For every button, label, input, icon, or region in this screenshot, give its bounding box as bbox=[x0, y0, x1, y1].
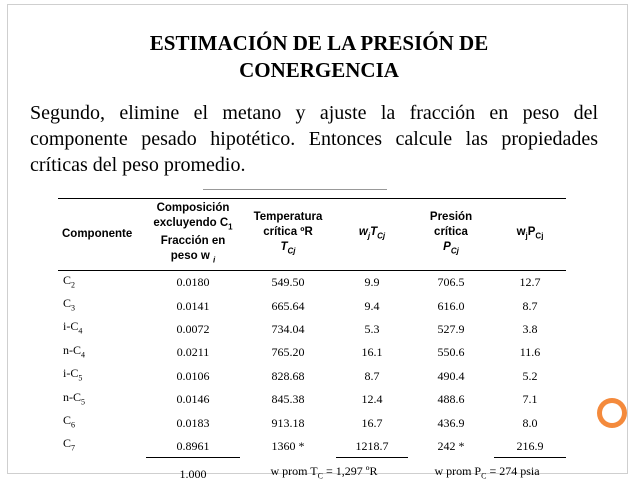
header-wjtcj: $w_jT_{Cj}$ bbox=[358, 226, 386, 241]
title-line-2: CONERGENCIA bbox=[239, 58, 399, 82]
table-header-row bbox=[58, 199, 566, 271]
cell-component: $i-C_5$ bbox=[63, 366, 83, 383]
cell-wpc: 8.7 bbox=[522, 298, 538, 313]
table-row bbox=[58, 364, 566, 387]
footer-empty bbox=[58, 458, 146, 486]
cell-tc: 765.20 bbox=[271, 345, 305, 360]
cell-wpc: 11.6 bbox=[519, 345, 541, 360]
cell-tc: 845.38 bbox=[271, 392, 305, 407]
cell-pc: 616.0 bbox=[437, 298, 465, 313]
cell-pc: 242 * bbox=[437, 439, 465, 454]
cell-pc: 706.5 bbox=[437, 275, 465, 290]
cell-component: $C_7$ bbox=[63, 436, 76, 453]
cell-tc: 734.04 bbox=[271, 322, 305, 337]
decorative-circle-icon bbox=[597, 398, 627, 428]
cell-wtc: 1218.7 bbox=[336, 434, 408, 457]
table-footer-row bbox=[58, 458, 566, 486]
cell-pc: 527.9 bbox=[437, 322, 465, 337]
body-paragraph bbox=[30, 100, 598, 178]
cell-wtc: 9.4 bbox=[364, 298, 380, 313]
title-line-1: ESTIMACIÓN DE LA PRESIÓN DE bbox=[149, 31, 489, 55]
table-row bbox=[58, 341, 566, 364]
body-line-3: propiedades críticas del peso promedio. bbox=[30, 128, 598, 176]
cell-component: $C_3$ bbox=[63, 295, 76, 313]
cell-pc: 490.4 bbox=[437, 368, 465, 383]
table-row bbox=[58, 270, 566, 294]
cell-wpc: 216.9 bbox=[494, 434, 566, 457]
cell-tc: 828.68 bbox=[271, 368, 305, 383]
table-row bbox=[58, 434, 566, 457]
cell-tc: 913.18 bbox=[271, 415, 305, 430]
cell-component: $C_2$ bbox=[63, 272, 76, 289]
cell-w: 0.0211 bbox=[176, 345, 210, 360]
cell-wpc: 7.1 bbox=[522, 392, 538, 407]
cell-component: $i-C_4$ bbox=[63, 319, 83, 336]
cell-wtc: 5.3 bbox=[364, 322, 380, 337]
slide-title bbox=[0, 30, 638, 84]
cell-tc: 1360 * bbox=[271, 439, 305, 454]
cell-tc: 549.50 bbox=[271, 275, 305, 290]
cell-pc: 550.6 bbox=[437, 345, 465, 360]
cell-wpc: 12.7 bbox=[519, 275, 541, 290]
cell-component: $C_6$ bbox=[63, 412, 76, 430]
cell-w: 0.0146 bbox=[176, 392, 210, 407]
cell-wtc: 12.4 bbox=[361, 392, 383, 407]
critical-properties-table bbox=[58, 198, 566, 486]
cell-w: 0.0180 bbox=[176, 275, 210, 290]
cell-w: 0.0072 bbox=[176, 322, 210, 337]
cell-pc: 488.6 bbox=[437, 392, 465, 407]
cell-wtc: 16.7 bbox=[361, 415, 383, 430]
table-row bbox=[58, 388, 566, 411]
footer-tc-average: w prom $T_C = 1,297$ ºR bbox=[270, 464, 378, 481]
cell-w: 0.0183 bbox=[176, 415, 210, 430]
table-row bbox=[58, 411, 566, 434]
footer-pc-average: w prom $P_C = 274$ psia bbox=[434, 464, 540, 481]
cell-wpc: 8.0 bbox=[522, 415, 538, 430]
header-componente: Componente bbox=[62, 227, 133, 240]
header-temperatura: Temperatura crítica ºR $T_{Cj}$ bbox=[253, 211, 323, 256]
cell-w: 0.0106 bbox=[176, 368, 210, 383]
cell-w: 0.0141 bbox=[176, 298, 210, 313]
separator-line bbox=[203, 189, 387, 190]
cell-pc: 436.9 bbox=[437, 415, 465, 430]
cell-wtc: 16.1 bbox=[361, 345, 383, 360]
cell-wpc: 3.8 bbox=[522, 322, 538, 337]
table-row bbox=[58, 294, 566, 317]
footer-total-w: 1.000 bbox=[179, 466, 207, 481]
header-presion: Presión crítica $P_{Cj}$ bbox=[429, 211, 473, 256]
cell-wtc: 8.7 bbox=[364, 368, 380, 383]
body-line-2: componente pesado hipotético. Entonces calcule las bbox=[30, 128, 488, 150]
table-row bbox=[58, 317, 566, 340]
cell-tc: 665.64 bbox=[271, 298, 305, 313]
cell-wtc: 9.9 bbox=[364, 275, 380, 290]
cell-wpc: 5.2 bbox=[522, 368, 538, 383]
body-line-1: Segundo, elimine el metano y ajuste la fracción en peso del bbox=[30, 102, 598, 124]
header-composicion: Composición excluyendo $C_1$ Fracción en peso w $_i$ bbox=[153, 202, 233, 265]
cell-component: $n-C_4$ bbox=[63, 342, 85, 360]
header-wjpcj: $w_jP_{Cj}$ bbox=[516, 226, 544, 241]
cell-w: 0.8961 bbox=[146, 434, 240, 457]
cell-component: $n-C_5$ bbox=[63, 389, 85, 406]
